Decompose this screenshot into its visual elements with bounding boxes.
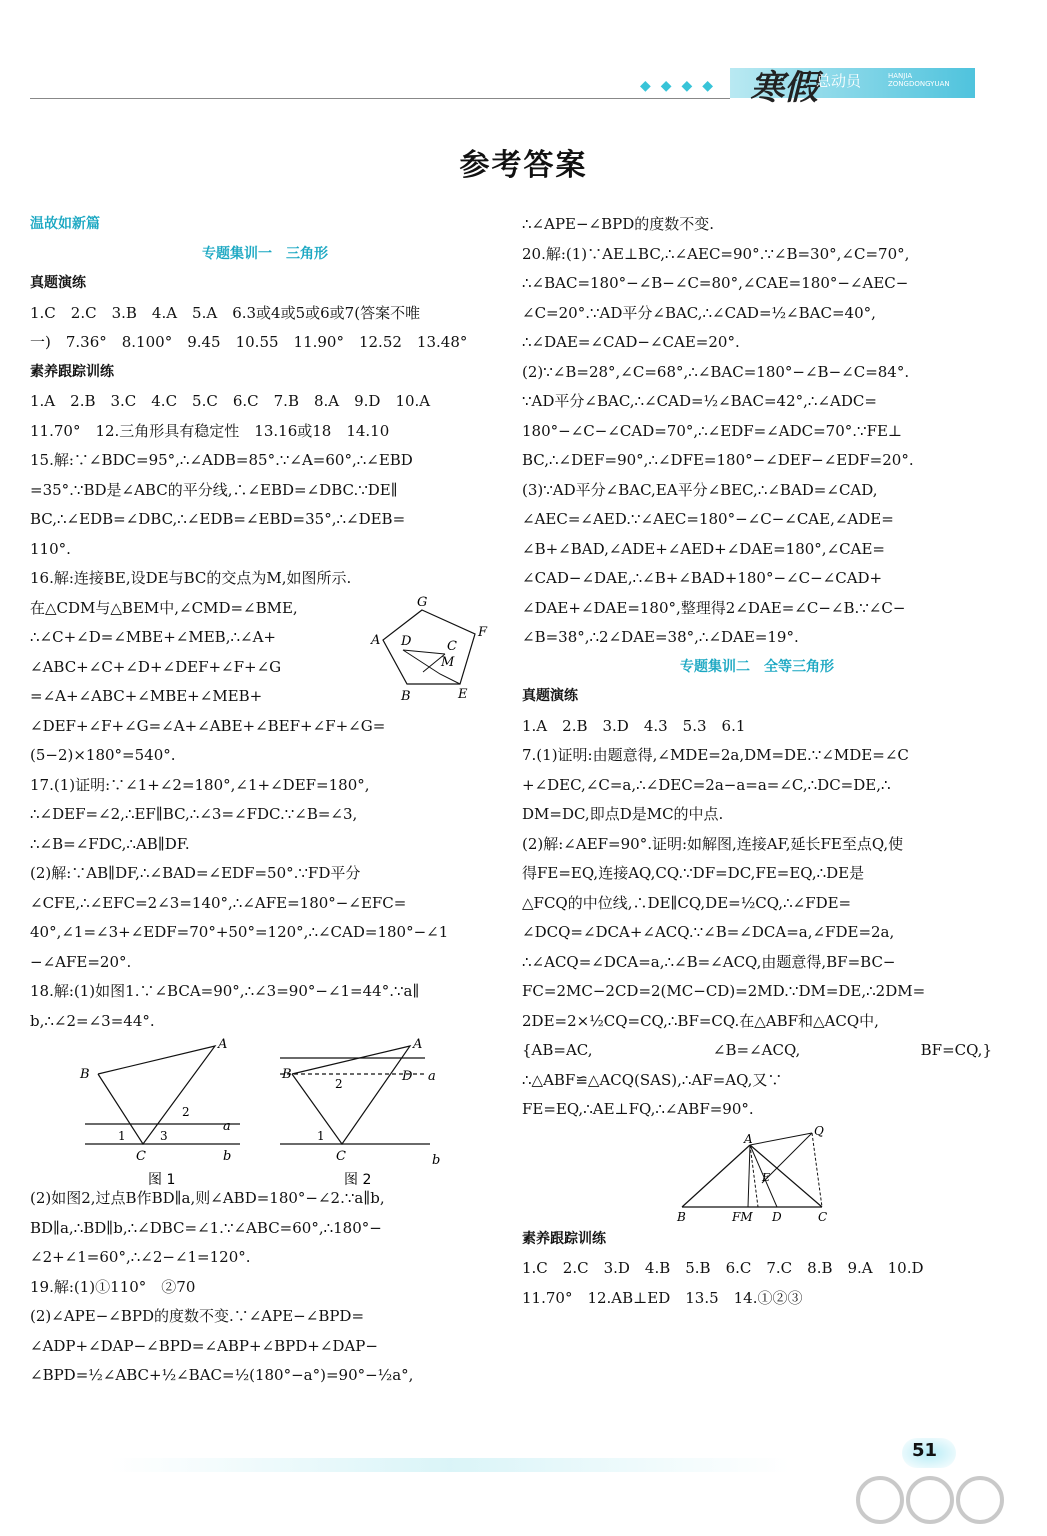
answer-line: △FCQ的中位线,∴DE∥CQ,DE=½CQ,∴∠FDE= (522, 893, 852, 912)
answer-line: ∠CAD−∠DAE,∴∠B+∠BAD+180°−∠C−∠CAD+ (522, 569, 883, 587)
header-diamonds: ◆◆◆◆ (640, 78, 724, 94)
answer-line: 40°,∠1=∠3+∠EDF=70°+50°=120°,∴∠CAD=180°−∠1 (30, 923, 449, 941)
subheading-suyang-2: 素养跟踪训练 (522, 1230, 606, 1247)
answer-line: b,∴∠2=∠3=44°. (30, 1011, 155, 1030)
answer-line: ∠DAE+∠DAE=180°,整理得2∠DAE=∠C−∠B.∵∠C− (522, 598, 906, 617)
figures-1-2 (30, 1037, 500, 1188)
left-column (30, 210, 500, 1391)
answer-line: 11.70° 12.AB⊥ED 13.5 14.①②③ (522, 1288, 803, 1307)
answer-line: 1.A 2.B 3.C 4.C 5.C 6.C 7.B 8.A 9.D 10.A (30, 392, 431, 410)
answer-line: ∠B+∠BAD,∠ADE+∠AED+∠DAE=180°,∠CAE= (522, 539, 885, 558)
answer-line: 18.解:(1)如图1.∵∠BCA=90°,∴∠3=90°−∠1=44°.∵a∥ (30, 982, 420, 1000)
answer-line: 180°−∠C−∠CAD=70°,∴∠EDF=∠ADC=70°.∵FE⊥ (522, 421, 903, 440)
answer-line: BC,∴∠EDB=∠DBC,∴∠EDB=∠EBD=35°,∴∠DEB= (30, 510, 406, 528)
answer-line: 在△CDM与△BEM中,∠CMD=∠BME, (30, 598, 298, 617)
answer-line: (5−2)×180°=540°. (30, 746, 176, 764)
svg-text:A: A (413, 1037, 423, 1052)
answer-line: ∠DCQ=∠DCA+∠ACQ.∵∠B=∠DCA=a,∠FDE=2a, (522, 923, 895, 941)
topic-heading-2: 专题集训二 全等三角形 (680, 658, 834, 675)
svg-text:A: A (744, 1131, 753, 1146)
answer-line: 得FE=EQ,连接AQ,CQ.∵DF=DC,FE=EQ,∴DE是 (522, 864, 865, 882)
answer-line: ∠CFE,∴∠EFC=2∠3=140°,∴∠AFE=180°−∠EFC= (30, 893, 407, 912)
answer-line: (2)如图2,过点B作BD∥a,则∠ABD=180°−∠2.∵a∥b, (30, 1189, 385, 1207)
header-rule (30, 98, 730, 99)
logo-pinyin (888, 72, 950, 88)
answer-line: (2)∵∠B=28°,∠C=68°,∴∠BAC=180°−∠B−∠C=84°. (522, 362, 910, 381)
answer-line: ∴∠ACQ=∠DCA=a,∴∠B=∠ACQ,由题意得,BF=BC− (522, 952, 896, 971)
watermark-logo (850, 1470, 1030, 1530)
answer-line: ∠BPD=½∠ABC+½∠BAC=½(180°−a°)=90°−½a°, (30, 1366, 414, 1384)
answer-line: =∠A+∠ABC+∠MBE+∠MEB+ (30, 687, 263, 705)
answer-line: 一) 7.36° 8.100° 9.45 10.55 11.90° 12.52 13.48° (30, 333, 468, 351)
answer-line: ∴∠C+∠D=∠MBE+∠MEB,∴∠A+ (30, 628, 276, 646)
logo-main-text: 寒假 (750, 68, 818, 108)
page-number: 51 (912, 1440, 938, 1461)
svg-text:b: b (432, 1153, 441, 1168)
answer-line: 2DE=2×½CQ=CQ,∴BF=CQ.在△ABF和△ACQ中, (522, 1011, 879, 1030)
answer-line: 15.解:∵∠BDC=95°,∴∠ADB=85°.∵∠A=60°,∴∠EBD (30, 451, 413, 469)
logo-pinyin-line2: ZONGDONGYUAN (888, 80, 950, 88)
answer-line: ∠AEC=∠AED.∵∠AEC=180°−∠C−∠CAE,∠ADE= (522, 510, 894, 528)
answer-line: FC=2MC−2CD=2(MC−CD)=2MD.∵DM=DE,∴2DM= (522, 982, 926, 1000)
pentagon-figure (365, 592, 500, 712)
svg-text:G: G (417, 594, 428, 610)
answer-line: ∠B=38°,∴2∠DAE=38°,∴∠DAE=19°. (522, 628, 799, 646)
subheading-zhenti-2: 真题演练 (522, 688, 578, 704)
answer-line: BD∥a,∴BD∥b,∴∠DBC=∠1.∵∠ABC=60°,∴180°− (30, 1218, 382, 1237)
svg-text:A: A (371, 632, 381, 648)
svg-text:1: 1 (317, 1129, 325, 1143)
answer-line: BC,∴∠DEF=90°,∴∠DFE=180°−∠DEF−∠EDF=20°. (522, 451, 914, 469)
answer-line: ∴∠DEF=∠2,∴EF∥BC,∴∠3=∠FDC.∵∠B=∠3, (30, 805, 358, 823)
page-number-badge (902, 1438, 982, 1470)
footer-band (110, 1458, 790, 1472)
topic-heading-1: 专题集训一 三角形 (202, 245, 328, 262)
svg-text:C: C (447, 638, 457, 654)
logo-sub-text: 总动员 (816, 72, 862, 90)
answer-line: 20.解:(1)∵AE⊥BC,∴∠AEC=90°.∵∠B=30°,∠C=70°, (522, 244, 910, 263)
svg-text:D: D (401, 633, 412, 649)
svg-text:2: 2 (182, 1105, 190, 1119)
svg-text:A: A (218, 1037, 228, 1052)
svg-text:b: b (223, 1149, 232, 1164)
answer-line: ∴∠DAE=∠CAD−∠CAE=20°. (522, 333, 740, 351)
page-header (30, 60, 1020, 110)
svg-text:C: C (818, 1209, 828, 1224)
answer-line: DM=DC,即点D是MC的中点. (522, 805, 724, 823)
answer-line: (2)∠APE−∠BPD的度数不变.∵∠APE−∠BPD= (30, 1307, 365, 1325)
svg-text:C: C (136, 1149, 146, 1164)
svg-text:E: E (458, 686, 468, 702)
answer-line: (2)解:∠AEF=90°.证明:如解图,连接AF,延长FE至点Q,使 (522, 834, 904, 853)
answer-line: 16.解:连接BE,设DE与BC的交点为M,如图所示. (30, 569, 352, 587)
svg-text:B: B (677, 1209, 686, 1224)
svg-text:D: D (402, 1069, 413, 1084)
answer-line: 17.(1)证明:∵∠1+∠2=180°,∠1+∠DEF=180°, (30, 775, 370, 794)
triangle-solution-figure (522, 1123, 992, 1224)
section-heading: 温故如新篇 (30, 216, 100, 232)
q16-block (30, 594, 500, 712)
answer-line: 1.A 2.B 3.D 4.3 5.3 6.1 (522, 716, 746, 735)
svg-text:F: F (478, 624, 488, 640)
svg-text:M: M (441, 654, 455, 670)
svg-text:B: B (80, 1067, 90, 1082)
figure-1-caption: 图 1 (148, 1172, 176, 1188)
svg-text:B: B (401, 688, 411, 704)
answer-line: 110°. (30, 539, 71, 558)
right-column (522, 210, 992, 1313)
svg-text:B: B (282, 1067, 292, 1082)
answer-line: (2)解:∵AB∥DF,∴∠BAD=∠EDF=50°.∵FD平分 (30, 864, 361, 882)
answer-line: FE=EQ,∴AE⊥FQ,∴∠ABF=90°. (522, 1100, 754, 1118)
answer-line: =35°.∵BD是∠ABC的平分线,∴∠EBD=∠DBC.∵DE∥ (30, 480, 398, 499)
answer-line: 7.(1)证明:由题意得,∠MDE=2a,DM=DE.∵∠MDE=∠C (522, 746, 909, 764)
page-title: 参考答案 (459, 148, 588, 183)
answer-line: ∠C=20°.∵AD平分∠BAC,∴∠CAD=½∠BAC=40°, (522, 303, 876, 322)
answer-line: 11.70° 12.三角形具有稳定性 13.16或18 14.10 (30, 421, 390, 440)
subheading-suyang-1: 素养跟踪训练 (30, 363, 114, 380)
answer-line: ∴∠APE−∠BPD的度数不变. (522, 215, 715, 233)
answer-line: ∠ABC+∠C+∠D+∠DEF+∠F+∠G (30, 657, 282, 676)
svg-text:2: 2 (335, 1077, 343, 1091)
svg-text:1: 1 (118, 1129, 126, 1143)
svg-text:FM: FM (732, 1209, 753, 1224)
answer-line: ∴∠B=∠FDC,∴AB∥DF. (30, 834, 190, 853)
logo-pinyin-line1: HANJIA (888, 72, 913, 80)
svg-text:C: C (336, 1149, 346, 1164)
subheading-zhenti-1: 真题演练 (30, 275, 86, 291)
answer-line: ∴∠BAC=180°−∠B−∠C=80°,∠CAE=180°−∠AEC− (522, 274, 909, 292)
answer-line: ∠DEF+∠F+∠G=∠A+∠ABE+∠BEF+∠F+∠G= (30, 716, 386, 735)
answer-line: (3)∵AD平分∠BAC,EA平分∠BEC,∴∠BAD=∠CAD, (522, 480, 878, 499)
answer-line: 19.解:(1)①110° ②70 (30, 1277, 196, 1296)
answer-line: +∠DEC,∠C=a,∴∠DEC=2a−a=a=∠C,∴DC=DE,∴ (522, 775, 891, 794)
answer-line: 1.C 2.C 3.D 4.B 5.B 6.C 7.C 8.B 9.A 10.D (522, 1259, 924, 1277)
svg-text:E: E (762, 1170, 771, 1184)
svg-text:a: a (428, 1069, 436, 1084)
figure-2-caption: 图 2 (344, 1172, 372, 1188)
svg-text:Q: Q (814, 1123, 824, 1138)
svg-text:D: D (772, 1209, 782, 1224)
answer-line: {AB=AC, ∠B=∠ACQ, BF=CQ,} ∴△ABF≌△ACQ(SAS),∴AF=AQ,又∵ (522, 1041, 992, 1089)
answer-line: −∠AFE=20°. (30, 952, 132, 971)
answer-line: ∠2+∠1=60°,∴∠2−∠1=120°. (30, 1248, 251, 1266)
answer-line: ∠ADP+∠DAP−∠BPD=∠ABP+∠BPD+∠DAP− (30, 1336, 378, 1355)
answer-line: 1.C 2.C 3.B 4.A 5.A 6.3或4或5或6或7(答案不唯 (30, 303, 421, 322)
svg-text:a: a (223, 1119, 231, 1134)
answer-line: ∵AD平分∠BAC,∴∠CAD=½∠BAC=42°,∴∠ADC= (522, 392, 877, 410)
svg-text:3: 3 (160, 1129, 168, 1143)
